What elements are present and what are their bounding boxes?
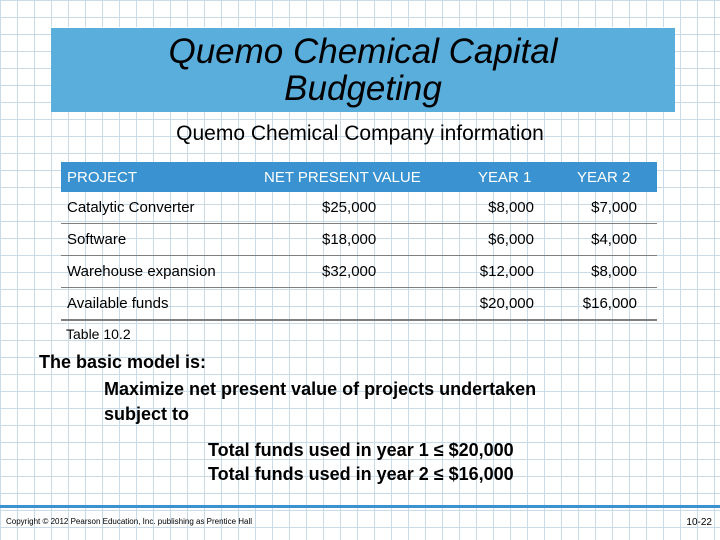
table-row — [61, 256, 657, 288]
slide-title-line-1: Quemo Chemical Capital — [168, 32, 558, 71]
constraint-year-2: Total funds used in year 2 ≤ $16,000 — [208, 464, 514, 484]
header-year-2: YEAR 2 — [577, 168, 631, 186]
copyright-text: Copyright © 2012 Pearson Education, Inc. publishing as Prentice Hall — [6, 517, 253, 526]
table-caption: Table 10.2 — [66, 326, 131, 342]
project-name: Software — [67, 231, 127, 248]
constraint-year-1: Total funds used in year 1 ≤ $20,000 — [208, 440, 514, 460]
header-project: PROJECT — [67, 168, 138, 186]
year-2-value: $16,000 — [582, 295, 637, 312]
year-2-value: $8,000 — [591, 263, 637, 280]
slide-title — [51, 33, 675, 107]
year-1-value: $8,000 — [488, 199, 534, 216]
model-objective: Maximize net present value of projects undertaken — [104, 379, 537, 399]
table-row — [61, 224, 657, 256]
page-number: 10-22 — [686, 517, 712, 528]
header-npv: NET PRESENT VALUE — [264, 168, 421, 186]
table-row-available-funds — [61, 288, 657, 321]
project-name: Catalytic Converter — [67, 199, 195, 216]
year-1-value: $12,000 — [479, 263, 534, 280]
model-subject-to: subject to — [104, 404, 190, 424]
project-name: Warehouse expansion — [67, 263, 216, 280]
model-heading: The basic model is: — [39, 352, 207, 372]
npv-value: $18,000 — [322, 231, 377, 248]
table-header-row — [61, 162, 657, 192]
slide-title-line-2: Budgeting — [284, 69, 442, 108]
npv-value: $32,000 — [322, 263, 377, 280]
year-1-value: $6,000 — [488, 231, 534, 248]
slide-title-box — [51, 27, 675, 112]
npv-value: $25,000 — [322, 199, 377, 216]
header-year-1: YEAR 1 — [478, 168, 532, 186]
year-2-value: $7,000 — [591, 199, 637, 216]
slide-subtitle: Quemo Chemical Company information — [176, 122, 544, 145]
slide-footer — [0, 505, 720, 540]
table-row — [61, 192, 657, 224]
year-1-value: $20,000 — [479, 295, 534, 312]
year-2-value: $4,000 — [591, 231, 637, 248]
project-name: Available funds — [67, 295, 169, 312]
project-table — [61, 162, 657, 321]
footer-divider — [0, 505, 720, 508]
